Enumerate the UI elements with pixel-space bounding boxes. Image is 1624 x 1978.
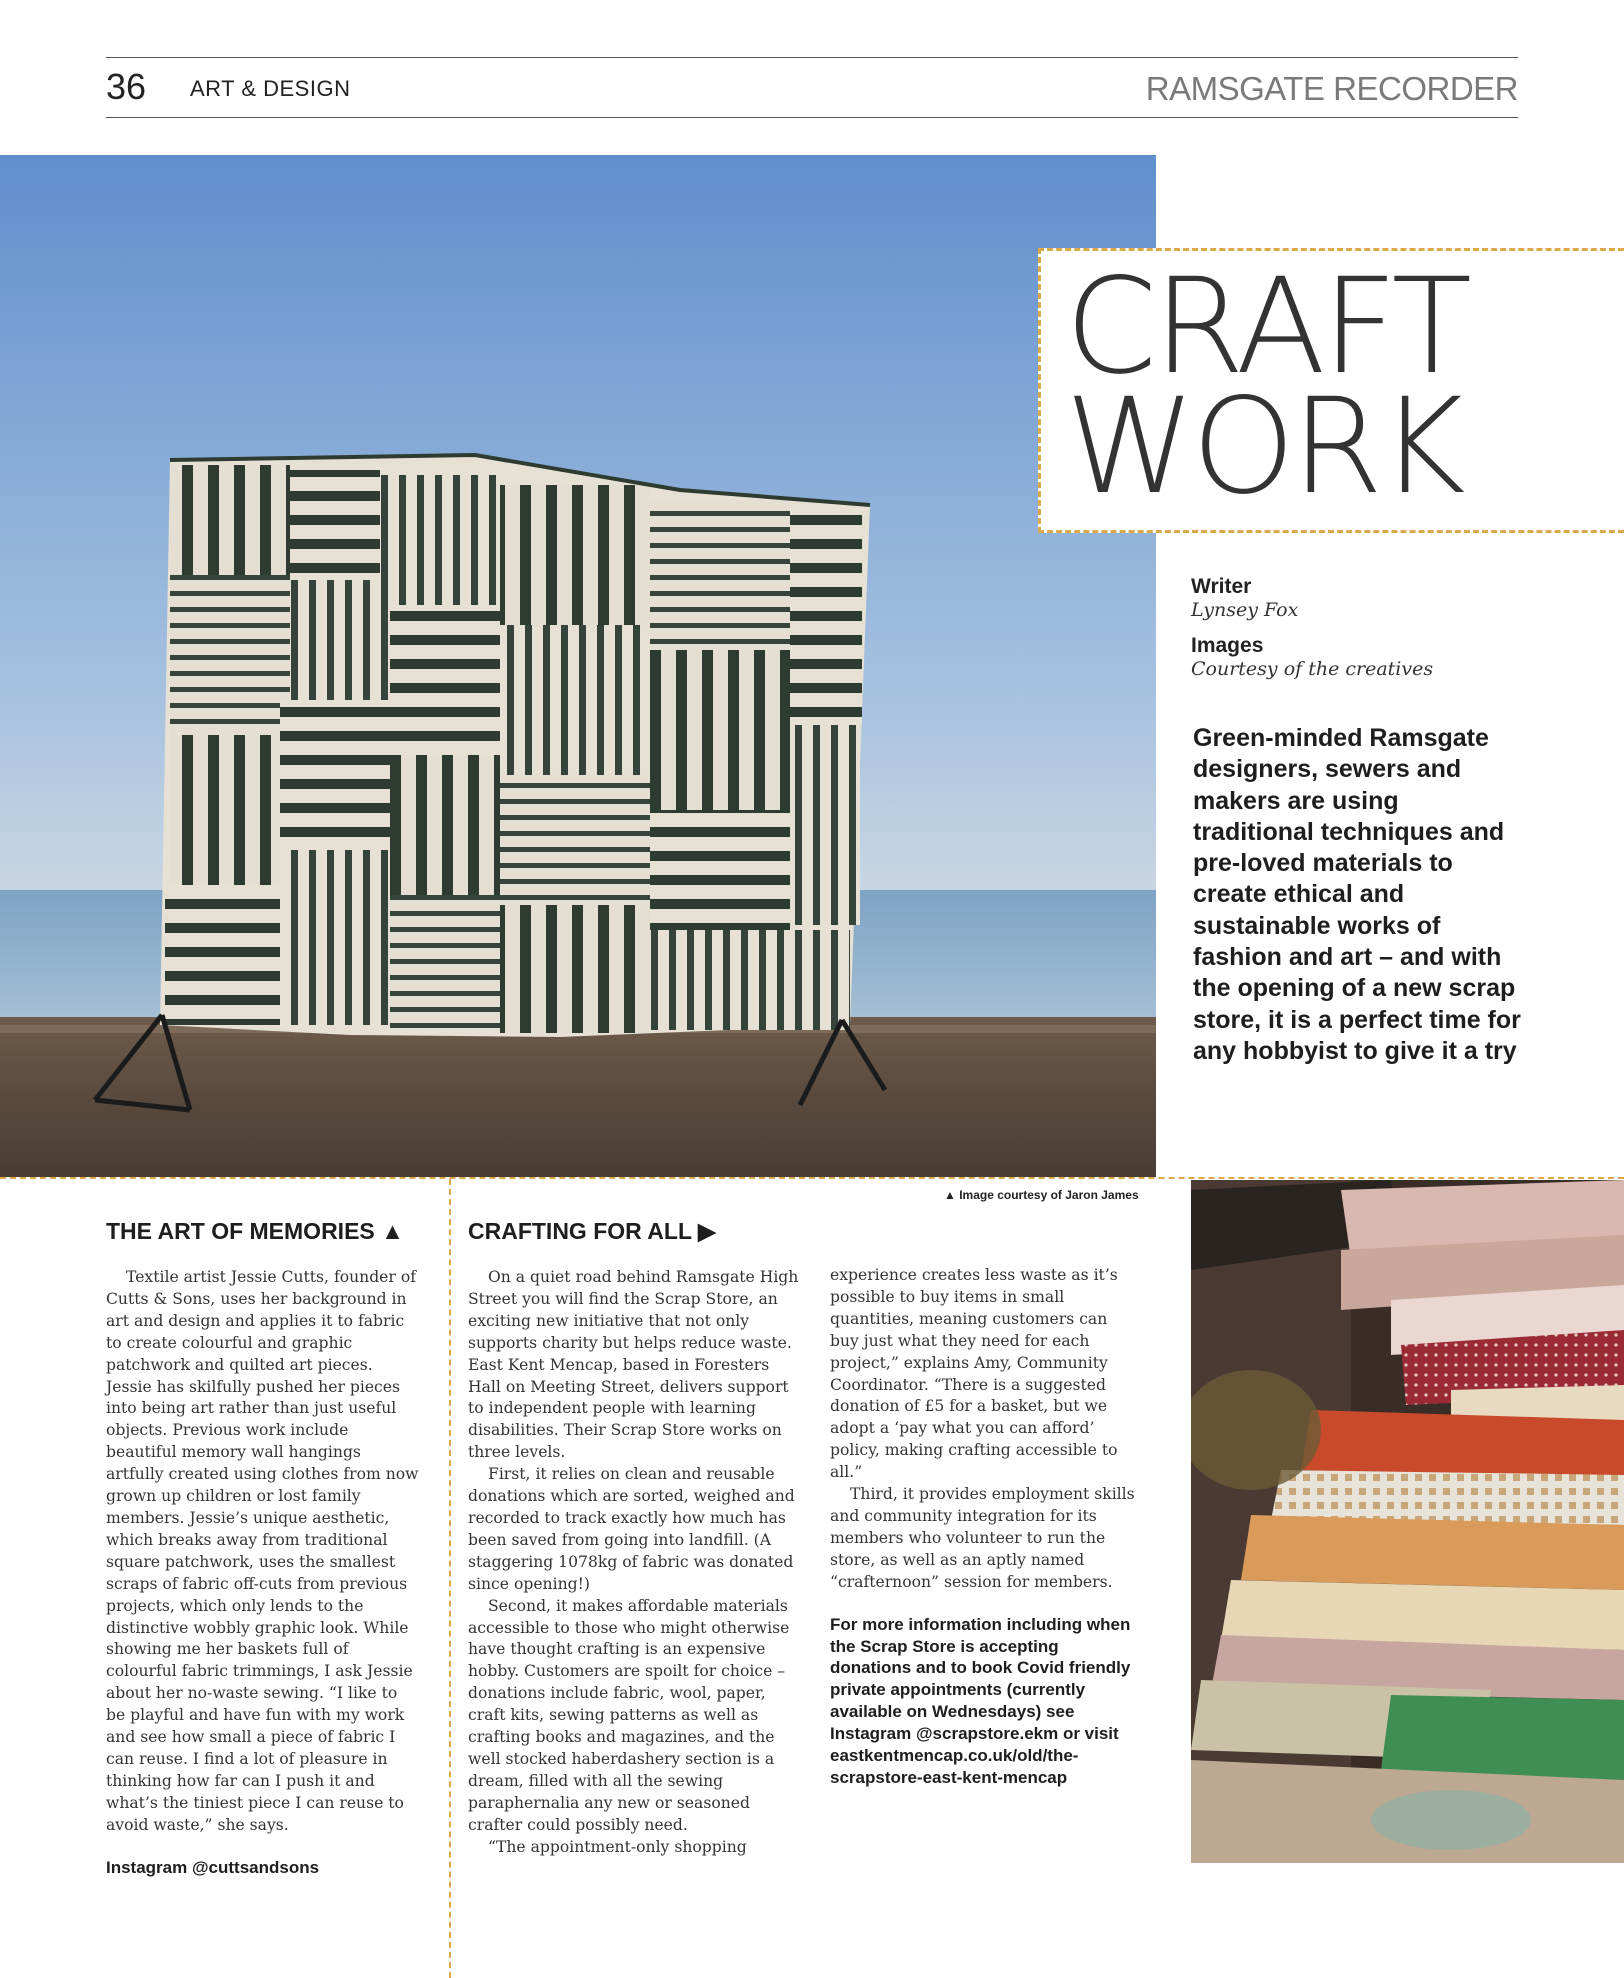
col2-para-1: On a quiet road behind Ramsgate High Street you will find the Scrap Store, an exciting new initiative that not only supports charity but helps reduce waste. East Kent Mencap, based in Foresters Hall on Meeting Street, delivers support to independent people with learning disabilities. Their Scrap Store works on three levels. <box>468 1268 799 1462</box>
col2-para-3: Second, it makes affordable materials accessible to those who might otherwise have thought crafting is an expensive hobby. Customers are spoilt for choice – donations include fabric, wool, paper, craft kits, sewing patterns as well as crafting books and magazines, and the well stocked haberdashery section is a dream, filled with all the sewing paraphernalia any new or seasoned crafter could possibly need. <box>468 1596 790 1834</box>
title-line-1: CRAFT <box>1065 250 1469 404</box>
col2-para-4: “The appointment-only shopping <box>488 1837 747 1856</box>
title-box <box>1038 248 1624 533</box>
article-column-2 <box>468 1267 800 1858</box>
image-credit-caption: ▲ Image courtesy of Jaron James <box>944 1188 1139 1202</box>
hero-photo-quilt <box>0 155 1156 1177</box>
heading-art-of-memories: THE ART OF MEMORIES ▲ <box>106 1218 404 1244</box>
col1-body: Textile artist Jessie Cutts, founder of Cutts & Sons, uses her background in art and design and applies it to fabric to create colourful and graphic patchwork and quilted art pieces. Jessie has skilfully pushed her pieces into being art rather than just useful objects. Previous work include beautiful memory wall hangings artfully created using clothes from now grown up children or lost family members. Jessie’s unique aesthetic, which breaks away from traditional square patchwork, uses the smallest scraps of fabric off-cuts from previous projects, which only lends to the distinctive wobbly graphic look. While showing me her baskets full of colourful fabric trimmings, I ask Jessie about her no-waste sewing. “I like to be playful and have fun with my work and see how small a piece of fabric I can reuse. I find a lot of pleasure in thinking how far can I push it and what’s the tiniest piece I can reuse to avoid waste,” she says. <box>106 1268 419 1834</box>
section-label: ART & DESIGN <box>190 76 351 101</box>
divider-horizontal <box>0 1177 1624 1179</box>
standfirst: Green-minded Ramsgate designers, sewers and makers are using traditional techniques and pre-loved materials to create ethical and sustainable works of fashion and art – and with the opening of a new scrap store, it is a perfect time for any hobbyist to give it a try <box>1193 724 1521 1065</box>
writer-name: Lynsey Fox <box>1191 599 1299 621</box>
divider-vertical <box>449 1179 451 1978</box>
title-line-2: WORK <box>1065 370 1462 524</box>
instagram-cuttsandsons: Instagram @cuttsandsons <box>106 1857 320 1877</box>
col2-para-2: First, it relies on clean and reusable donations which are sorted, weighed and recorded to track exactly how much has been saved from going into landfill. (A staggering 1078kg of fabric was donated since opening!) <box>468 1465 795 1593</box>
fabric-pile-photo <box>1191 1180 1624 1863</box>
article-column-1 <box>106 1267 420 1878</box>
images-credit <box>1191 634 1433 680</box>
quilt <box>160 455 870 1037</box>
heading-crafting-for-all: CRAFTING FOR ALL ▶ <box>468 1218 716 1244</box>
images-source: Courtesy of the creatives <box>1191 658 1434 680</box>
images-label: Images <box>1191 634 1264 657</box>
article-column-3 <box>830 1265 1140 1789</box>
page-number: 36 <box>106 66 147 107</box>
col3-para-2: Third, it provides employment skills and community integration for its members who volunteer to run the store, as well as an aptly named “crafternoon” session for members. <box>830 1485 1135 1591</box>
header-rule-bottom <box>106 117 1518 118</box>
writer-label: Writer <box>1191 575 1252 598</box>
scrap-store-info: For more information including when the Scrap Store is accepting donations and to book Covid friendly private appointments (currently available on Wednesdays) see Instagram @scrapstore.ekm or visit eastkentmencap.co.uk/old/the-scrapstore-east-kent-mencap <box>830 1614 1131 1787</box>
header-rule-top <box>106 57 1518 58</box>
publication-masthead: RAMSGATE RECORDER <box>1145 70 1518 107</box>
col3-para-1: experience creates less waste as it’s possible to buy items in small quantities, meaning customers can buy just what they need for each project,” explains Amy, Community Coordinator. “There is a suggested donation of £5 for a basket, but we adopt a ‘pay what you can afford’ policy, making crafting accessible to all.” <box>830 1266 1118 1482</box>
writer-credit <box>1191 575 1298 621</box>
